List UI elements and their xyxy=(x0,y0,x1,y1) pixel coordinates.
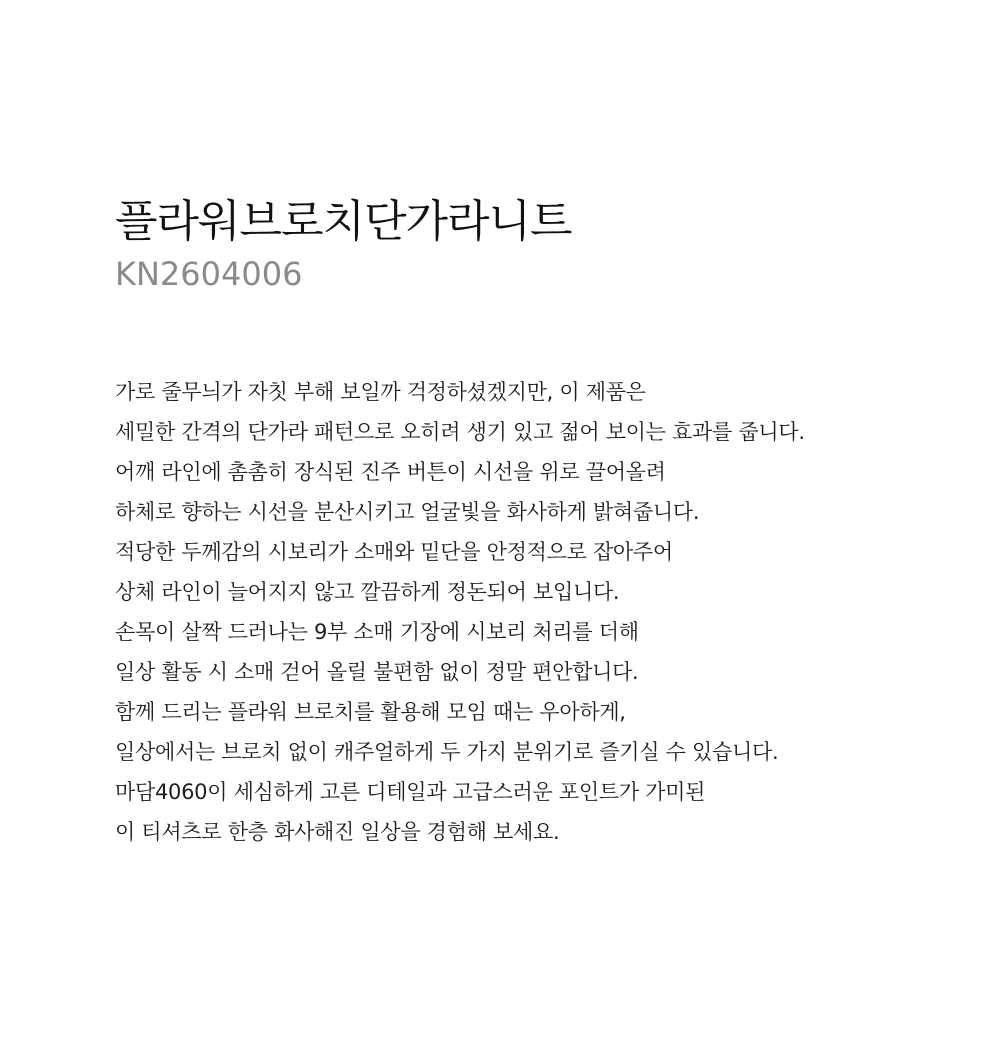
product-header xyxy=(115,192,975,296)
description-line: 일상에서는 브로치 없이 캐주얼하게 두 가지 분위기로 즐기실 수 있습니다. xyxy=(115,740,779,764)
description-line: 일상 활동 시 소매 걷어 올릴 불편함 없이 정말 편안합니다. xyxy=(115,660,639,684)
description-line: 가로 줄무늬가 자칫 부해 보일까 걱정하셨겠지만, 이 제품은 xyxy=(115,380,646,404)
description-line: 세밀한 간격의 단가라 패턴으로 오히려 생기 있고 젊어 보이는 효과를 줍니다. xyxy=(115,420,805,444)
description-line: 상체 라인이 늘어지지 않고 깔끔하게 정돈되어 보입니다. xyxy=(115,580,620,604)
description-line: 이 티셔츠로 한층 화사해진 일상을 경험해 보세요. xyxy=(115,820,560,844)
description-line: 적당한 두께감의 시보리가 소매와 밑단을 안정적으로 잡아주어 xyxy=(115,540,673,564)
description-line: 하체로 향하는 시선을 분산시키고 얼굴빛을 화사하게 밝혀줍니다. xyxy=(115,500,700,524)
description-line: 어깨 라인에 촘촘히 장식된 진주 버튼이 시선을 위로 끌어올려 xyxy=(115,460,666,484)
description-line: 함께 드리는 플라워 브로치를 활용해 모임 때는 우아하게, xyxy=(115,700,626,724)
description-line: 마담4060이 세심하게 고른 디테일과 고급스러운 포인트가 가미된 xyxy=(115,780,706,804)
product-description xyxy=(115,372,975,852)
product-code: KN2604006 xyxy=(115,255,303,293)
product-title: 플라워브로치단가라니트 xyxy=(115,196,572,247)
description-line: 손목이 살짝 드러나는 9부 소매 기장에 시보리 처리를 더해 xyxy=(115,620,639,644)
